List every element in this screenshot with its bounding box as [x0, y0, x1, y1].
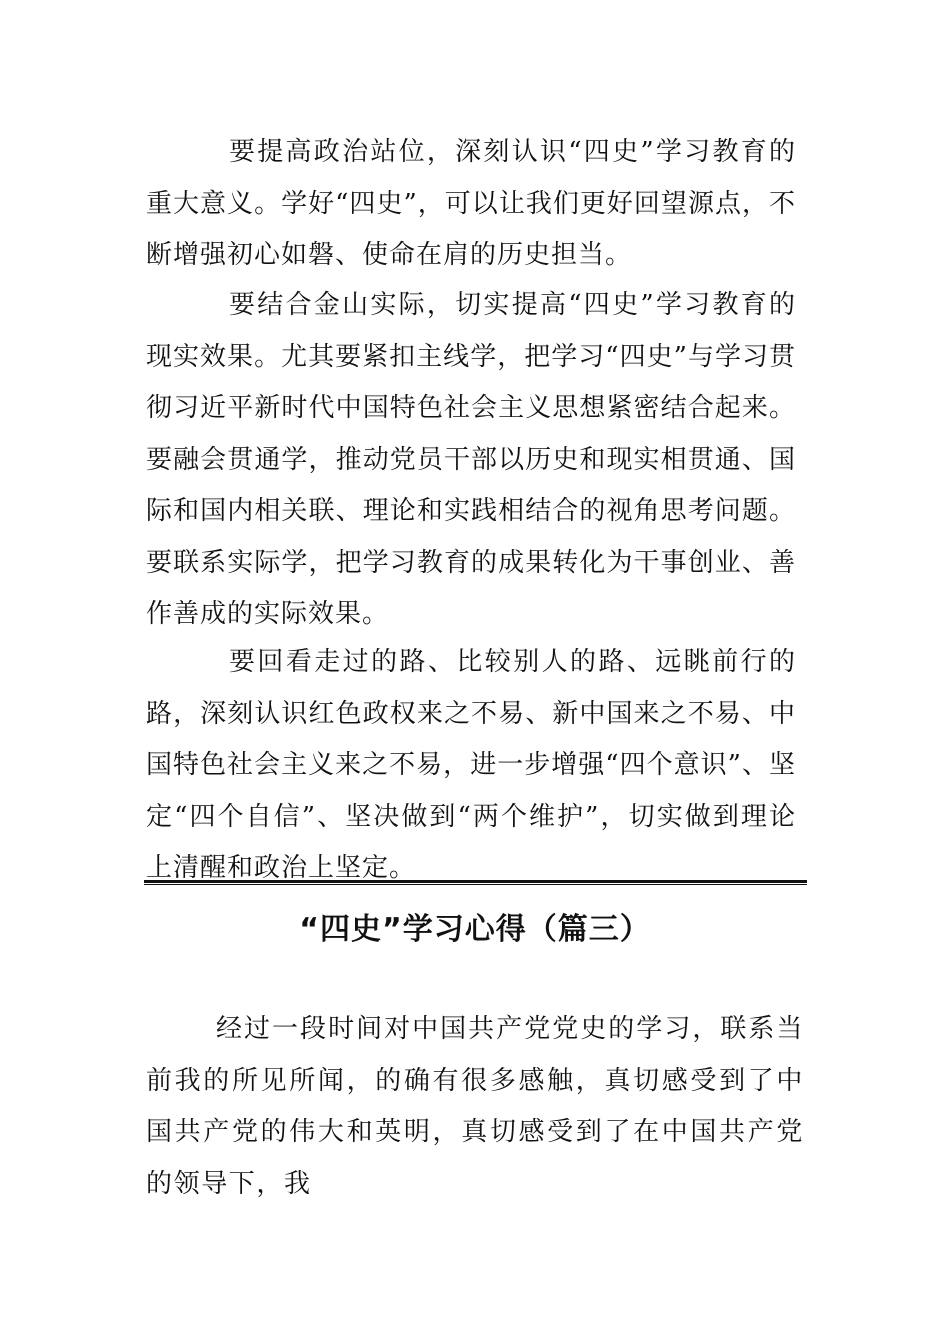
body-paragraph: 要提高政治站位，深刻认识“四史”学习教育的重大意义。学好“四史”，可以让我们更好回望源点，不断增强初心如磐、使命在肩的历史担当。: [146, 137, 796, 270]
body-paragraph: 要结合金山实际，切实提高“四史”学习教育的现实效果。尤其要紧扣主线学，把学习“四史”与学习贯彻习近平新时代中国特色社会主义思想紧密结合起来。要融会贯通学，推动党员干部以历史和现实相贯通、国际和国内相关联、理论和实践相结合的视角思考问题。要联系实际学，把学习教育的成果转化为干事创业、善作善成的实际效果。: [146, 290, 796, 629]
section-title: “四史”学习心得（篇三）: [299, 912, 651, 947]
section-divider: [144, 880, 807, 885]
body-paragraph: 经过一段时间对中国共产党党史的学习，联系当前我的所见所闻，的确有很多感触，真切感受到了中国共产党的伟大和英明，真切感受到了在中国共产党的领导下，我: [146, 1014, 804, 1199]
body-paragraph: 要回看走过的路、比较别人的路、远眺前行的路，深刻认识红色政权来之不易、新中国来之不易、中国特色社会主义来之不易，进一步增强“四个意识”、坚定“四个自信”、坚决做到“两个维护”，切实做到理论上清醒和政治上坚定。: [146, 647, 796, 883]
